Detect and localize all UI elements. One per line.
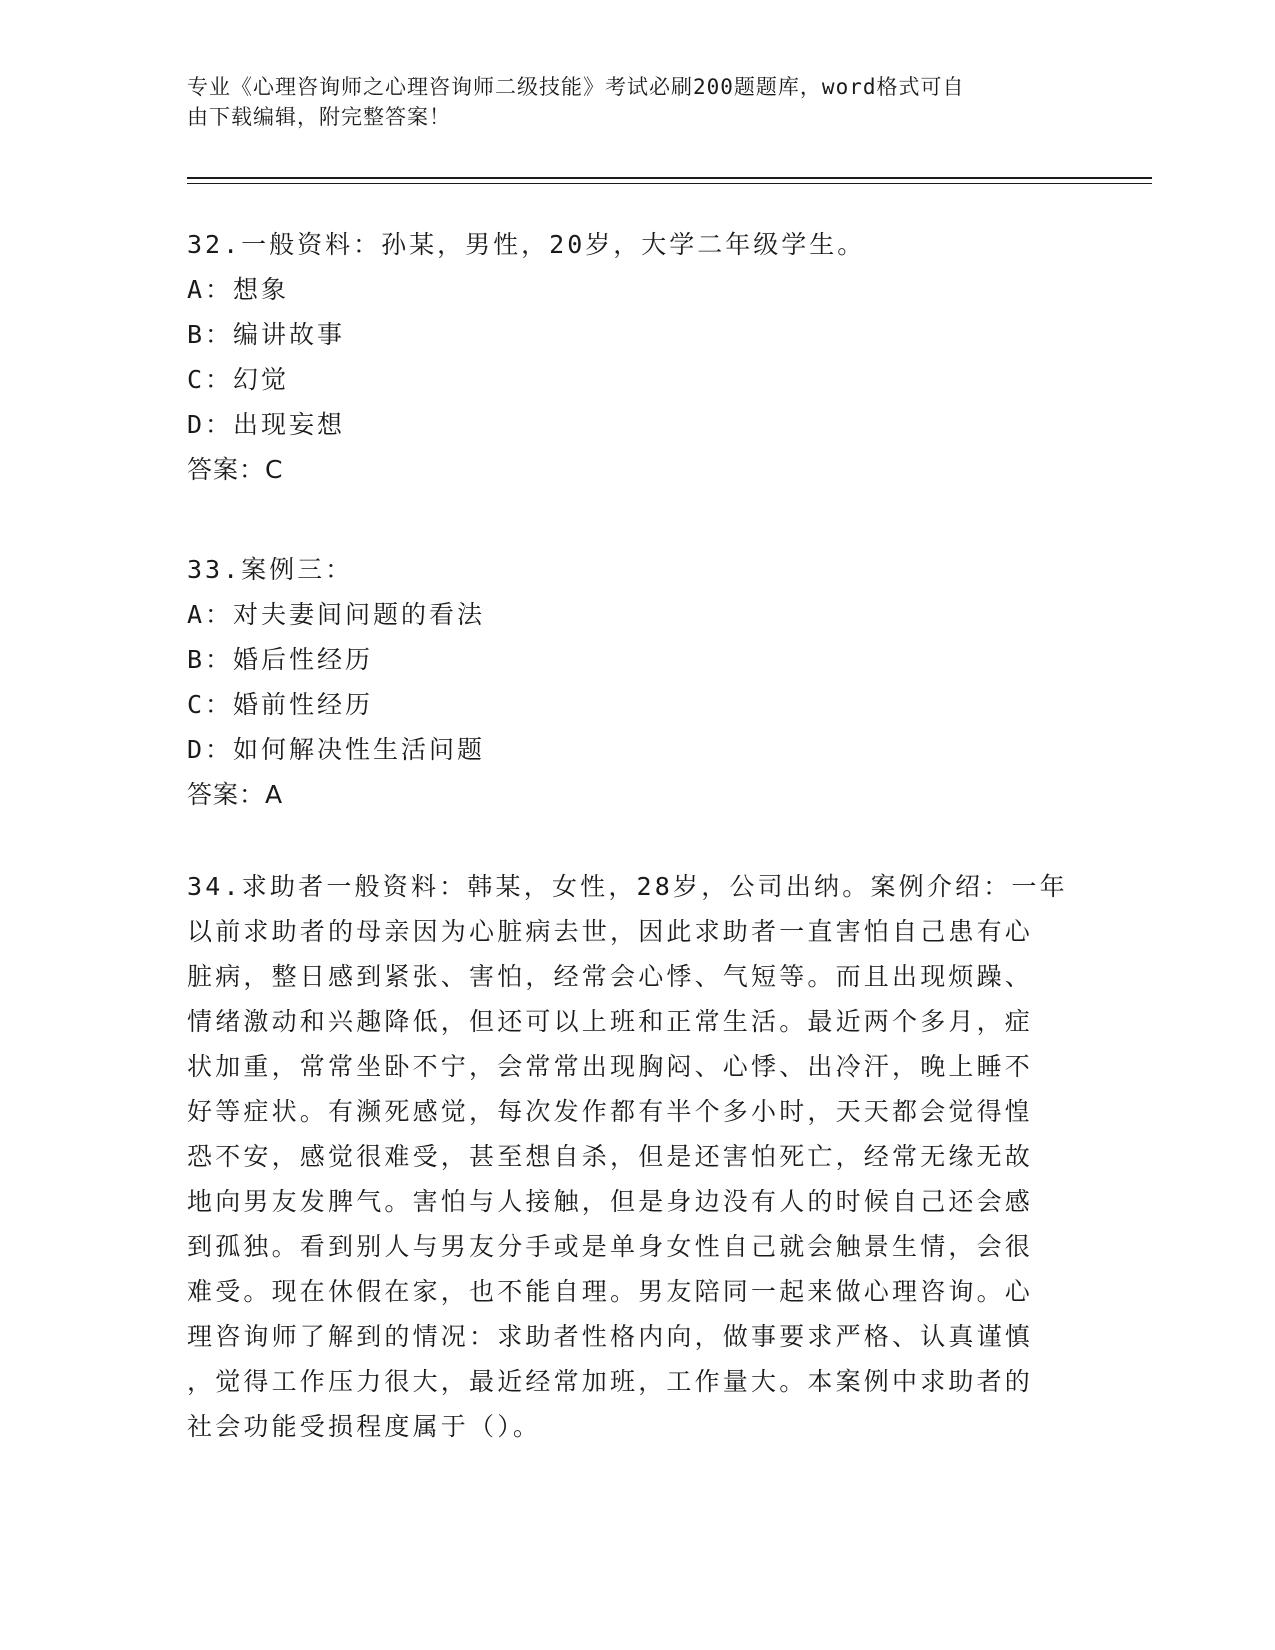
paragraph-line: 地向男友发脾气。害怕与人接触，但是身边没有人的时候自己还会感 <box>187 1187 1034 1216</box>
option-c: C：婚前性经历 <box>187 690 374 719</box>
option-d: D：如何解决性生活问题 <box>187 735 486 764</box>
question-34 <box>187 864 1087 1449</box>
paragraph-line: 到孤独。看到别人与男友分手或是单身女性自己就会触景生情，会很 <box>187 1232 1034 1261</box>
answer: 答案：C <box>187 455 284 484</box>
paragraph-line: 情绪激动和兴趣降低，但还可以上班和正常生活。最近两个多月，症 <box>187 1007 1034 1036</box>
header-divider-thin <box>187 183 1152 184</box>
header-line-2: 由下载编辑，附完整答案！ <box>187 105 451 129</box>
header-line-1: 专业《心理咨询师之心理咨询师二级技能》考试必刷200题题库，word格式可自 <box>187 75 965 99</box>
paragraph-line: 好等症状。有濒死感觉，每次发作都有半个多小时，天天都会觉得惶 <box>187 1097 1034 1126</box>
paragraph-line: 以前求助者的母亲因为心脏病去世，因此求助者一直害怕自己患有心 <box>187 917 1034 946</box>
document-header <box>187 72 1067 132</box>
header-divider <box>187 177 1152 179</box>
paragraph-line: ，觉得工作压力很大，最近经常加班，工作量大。本案例中求助者的 <box>187 1367 1034 1396</box>
paragraph-line: 难受。现在休假在家，也不能自理。男友陪同一起来做心理咨询。心 <box>187 1277 1034 1306</box>
paragraph-line: 状加重，常常坐卧不宁，会常常出现胸闷、心悸、出冷汗，晚上睡不 <box>187 1052 1034 1081</box>
paragraph-line: 理咨询师了解到的情况：求助者性格内向，做事要求严格、认真谨慎 <box>187 1322 1034 1351</box>
question-stem: 32.一般资料：孙某，男性，20岁，大学二年级学生。 <box>187 230 866 259</box>
option-d: D：出现妄想 <box>187 410 346 439</box>
option-b: B：婚后性经历 <box>187 645 374 674</box>
paragraph-line: 社会功能受损程度属于（）。 <box>187 1412 542 1441</box>
answer: 答案：A <box>187 780 284 809</box>
option-b: B：编讲故事 <box>187 320 346 349</box>
paragraph-line: 脏病，整日感到紧张、害怕，经常会心悸、气短等。而且出现烦躁、 <box>187 962 1034 991</box>
option-a: A：对夫妻间问题的看法 <box>187 600 486 629</box>
paragraph-line: 恐不安，感觉很难受，甚至想自杀，但是还害怕死亡，经常无缘无故 <box>187 1142 1034 1171</box>
question-stem: 33.案例三： <box>187 555 354 584</box>
question-33 <box>187 547 1087 817</box>
paragraph-line: 34.求助者一般资料：韩某，女性，28岁，公司出纳。案例介绍：一年 <box>187 872 1068 901</box>
option-a: A：想象 <box>187 275 290 304</box>
question-32 <box>187 222 1087 492</box>
option-c: C：幻觉 <box>187 365 290 394</box>
